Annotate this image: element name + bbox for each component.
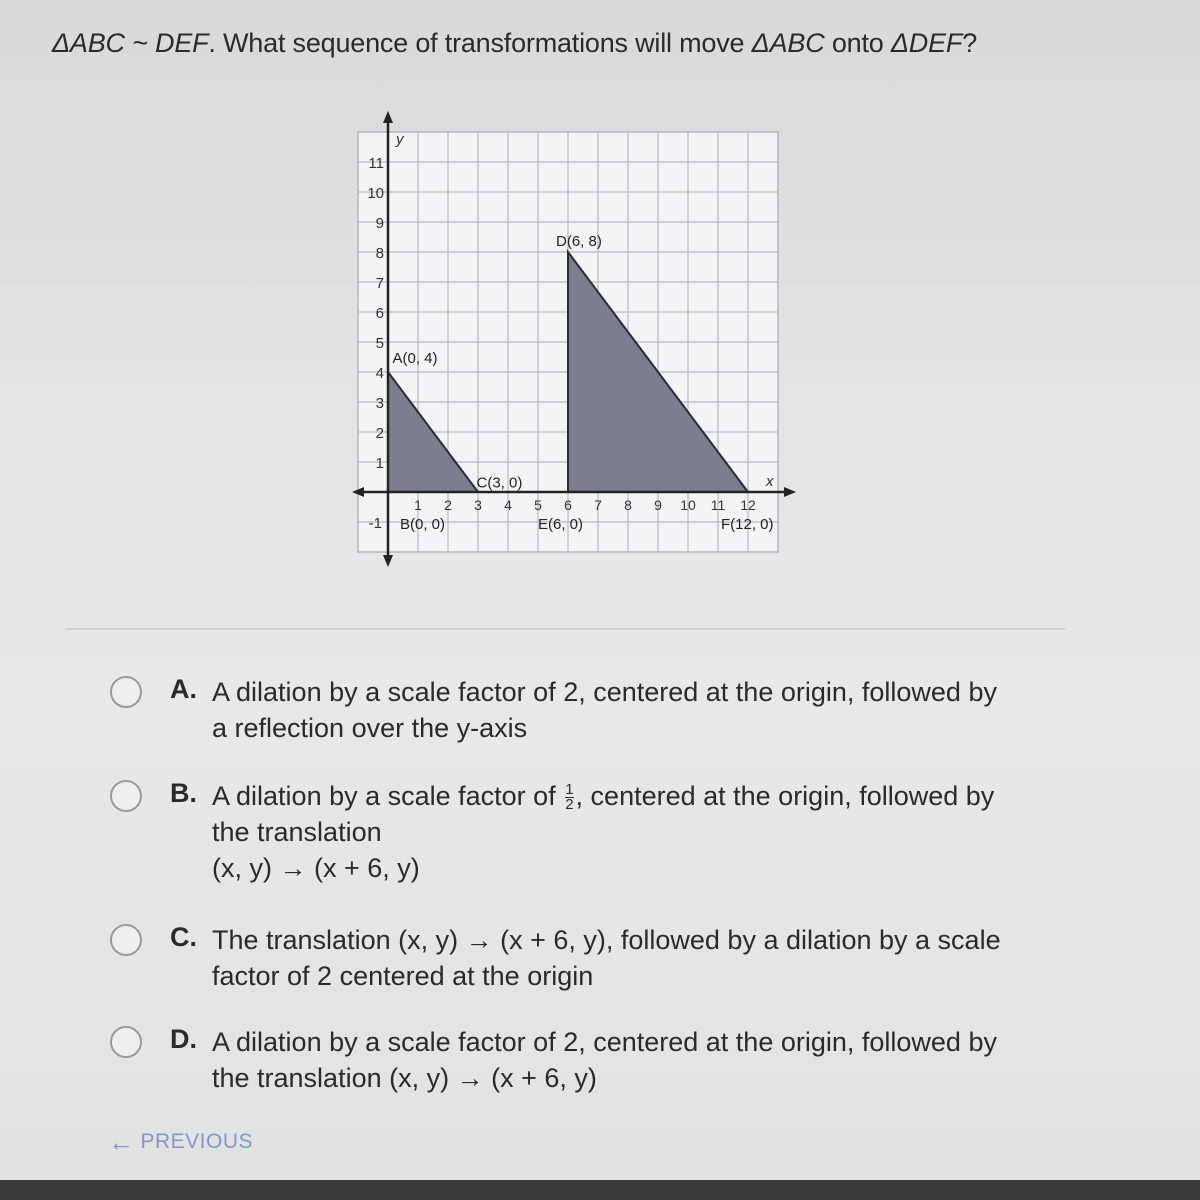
x-tick-label: 10 [680,497,696,513]
y-tick-label: 4 [375,365,384,382]
choice-d-line-1: A dilation by a scale factor of 2, centered at the origin, followed by [212,1027,997,1057]
radio-button-d[interactable] [110,1026,142,1058]
point-label-e: E(6, 0) [538,516,584,533]
x-tick-label: 4 [504,497,512,513]
y-tick-label: 3 [375,395,384,412]
radio-button-c[interactable] [110,924,142,956]
y-tick-label: 5 [375,335,384,352]
y-tick-label: 10 [367,185,384,202]
question-abc: ΔABC [751,28,825,58]
choice-text-c [212,922,1092,994]
x-tick-label: 3 [474,497,482,513]
choice-text-a [212,674,1092,746]
choice-b-line-1b: , centered at the origin, followed by [575,781,995,811]
y-tick-label: 1 [375,455,384,472]
fraction-one-half [565,783,573,812]
y-axis-arrow-up [383,111,393,123]
question-def2: ΔDEF [890,28,963,58]
previous-label: PREVIOUS [140,1130,254,1153]
choice-b-line-3: (x, y) → (x + 6, y) [212,853,420,883]
radio-button-a[interactable] [110,676,142,708]
x-axis-label: x [766,473,774,490]
x-tick-label: 12 [740,497,756,513]
point-label-c: C(3, 0) [476,474,523,492]
choice-c-line-2: factor of 2 centered at the origin [212,961,594,991]
x-tick-label: 7 [594,497,602,513]
point-label-b: B(0, 0) [400,516,446,533]
y-tick-label-negative: -1 [368,515,382,532]
point-label-a: A(0, 4) [392,350,438,367]
fraction-denominator: 2 [565,796,574,814]
choice-b-line-1a: A dilation by a scale factor of [212,781,564,811]
y-tick-label: 11 [368,155,384,172]
radio-button-b[interactable] [110,780,142,812]
choice-text-b [212,778,1092,886]
x-tick-label: 6 [564,497,572,513]
question-text [52,28,977,59]
x-tick-label: 5 [534,497,542,513]
point-label-d: D(6, 8) [556,233,602,250]
choice-d-line-2: the translation (x, y) → (x + 6, y) [212,1063,597,1093]
y-tick-label: 9 [375,215,384,232]
x-tick-label: 2 [444,497,452,513]
coordinate-graph [340,110,800,580]
arrow-left-icon: ← [108,1127,135,1157]
y-axis-arrow-down [383,555,393,567]
x-tick-label: 9 [654,497,662,513]
bottom-bar [0,1180,1200,1200]
choice-text-d [212,1024,1092,1096]
question-onto: onto [824,28,891,58]
choice-b-line-2: the translation [212,817,382,847]
x-tick-label: 11 [710,497,726,513]
choice-letter-d: D. [170,1024,197,1054]
choice-letter-b: B. [170,778,197,808]
divider [65,628,1065,630]
y-tick-label: 6 [375,305,384,322]
x-axis-arrow-right [784,487,796,497]
choice-letter-c: C. [170,922,197,952]
choice-letter-a: A. [170,674,197,704]
question-middle: . What sequence of transformations will move [208,28,752,58]
x-tick-label: 8 [624,497,632,513]
y-tick-label: 2 [375,425,384,442]
question-end: ? [962,28,978,58]
x-tick-label: 1 [414,497,422,513]
choice-b-line-1 [212,778,1092,814]
point-label-f: F(12, 0) [721,516,774,533]
question-def: DEF [155,28,209,58]
question-prefix: ΔABC ~ [52,28,156,58]
fraction-numerator: 1 [565,781,574,799]
choice-a-line-2: a reflection over the y-axis [212,713,528,743]
y-axis-label: y [396,131,404,148]
choice-c-line-1: The translation (x, y) → (x + 6, y), followed by a dilation by a scale [212,925,1001,955]
previous-button[interactable] [108,1127,254,1157]
y-tick-label: 7 [375,275,384,292]
graph-svg [340,110,800,580]
y-tick-label: 8 [375,245,384,262]
choice-a-line-1: A dilation by a scale factor of 2, centered at the origin, followed by [212,677,997,707]
